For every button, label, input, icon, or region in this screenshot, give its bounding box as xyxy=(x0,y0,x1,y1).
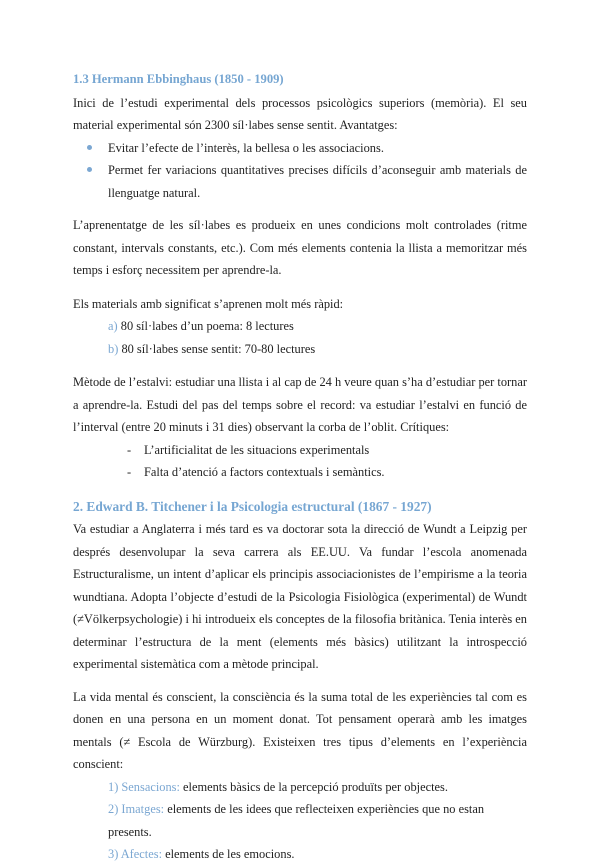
comparison-list xyxy=(73,315,527,360)
list-item: 3) Afectes: elements de les emocions. xyxy=(108,847,295,861)
paragraph-learning: L’aprenentatge de les síl·labes es produeix en unes condicions molt controlades (ritme constant, intervals constants, etc.). Com més elements contenia la llista a memoritzar més temps i esforç necessitem per aprendre-la. xyxy=(73,218,527,277)
element-label: 2) Imatges: xyxy=(108,802,165,816)
paragraph-mental-life: La vida mental és conscient, la consciència és la suma total de les experiències tal com es donen en una persona en un moment donat. Tot pensament operarà amb les imatges mentals (≠ Escola de Würzburg). Existeixen tres tipus d’elements en l’experiència conscient: xyxy=(73,689,527,771)
list-marker: b) xyxy=(108,341,119,356)
element-label: 3) Afectes: xyxy=(108,847,163,861)
paragraph-meaningful: Els materials amb significat s’aprenen molt més ràpid: xyxy=(73,296,344,311)
criticisms-list xyxy=(73,439,527,484)
list-item: - Falta d’atenció a factors contextuals i semàntics. xyxy=(73,461,527,484)
list-item: Evitar l’efecte de l’interès, la bellesa o les associacions. xyxy=(73,137,527,160)
list-item: - L’artificialitat de les situacions experimentals xyxy=(73,439,527,462)
section-heading-ebbinghaus: 1.3 Hermann Ebbinghaus (1850 - 1909) xyxy=(73,72,284,86)
section-heading-titchener: 2. Edward B. Titchener i la Psicologia estructural (1867 - 1927) xyxy=(73,498,432,514)
list-item: Permet fer variacions quantitatives precises difícils d’aconseguir amb materials de llenguatge natural. xyxy=(73,159,527,204)
list-item: 1) Sensacions: elements bàsics de la percepció produïts per objectes. xyxy=(108,779,448,794)
paragraph-saving-method: Mètode de l’estalvi: estudiar una llista i al cap de 24 h veure quan s’ha d’estudiar per tornar a aprendre-la. Estudi del pas del temps sobre el record: va estudiar l’estalvi en funció de l’interval (entre 20 minuts i 31 dies) observant la corba de l’oblit. Crítiques: xyxy=(73,375,527,434)
list-marker: - xyxy=(127,465,132,479)
list-item: b) 80 síl·labes sense sentit: 70-80 lectures xyxy=(108,341,316,356)
bullet-icon xyxy=(87,145,92,150)
list-marker: a) xyxy=(108,319,118,333)
element-label: 1) Sensacions: xyxy=(108,779,180,794)
paragraph-intro: Inici de l’estudi experimental dels processos psicològics superiors (memòria). El seu material experimental són 2300 síl·labes sense sentit. Avantatges: xyxy=(73,95,527,132)
paragraph-biography: Va estudiar a Anglaterra i més tard es va doctorar sota la direcció de Wundt a Leipzig per després desenvolupar la seva carrera als EE.UU. Va fundar l’escola anomenada Estructuralisme, un intent d’aplicar els principis associacionistes de l’empirisme a la teoria wundtiana. Adopta l’objecte d’estudi de la Psicologia Fisiològica (experimental) de Wundt (≠Völkerpsychologie) i hi introdueix els conceptes de la filosofia britànica. Tenia interès en determinar l’estructura de la ment (elements més bàsics) utilitzant la introspecció experimental sistemàtica com a mètode principal. xyxy=(73,522,527,671)
elements-list xyxy=(73,776,527,866)
list-item: 2) Imatges: elements de les idees que reflecteixen experiències que no estan presents. xyxy=(108,802,485,839)
list-item: a) 80 síl·labes d’un poema: 8 lectures xyxy=(108,319,294,333)
advantages-list xyxy=(73,137,527,205)
list-marker: - xyxy=(127,442,132,457)
bullet-icon xyxy=(87,167,92,172)
